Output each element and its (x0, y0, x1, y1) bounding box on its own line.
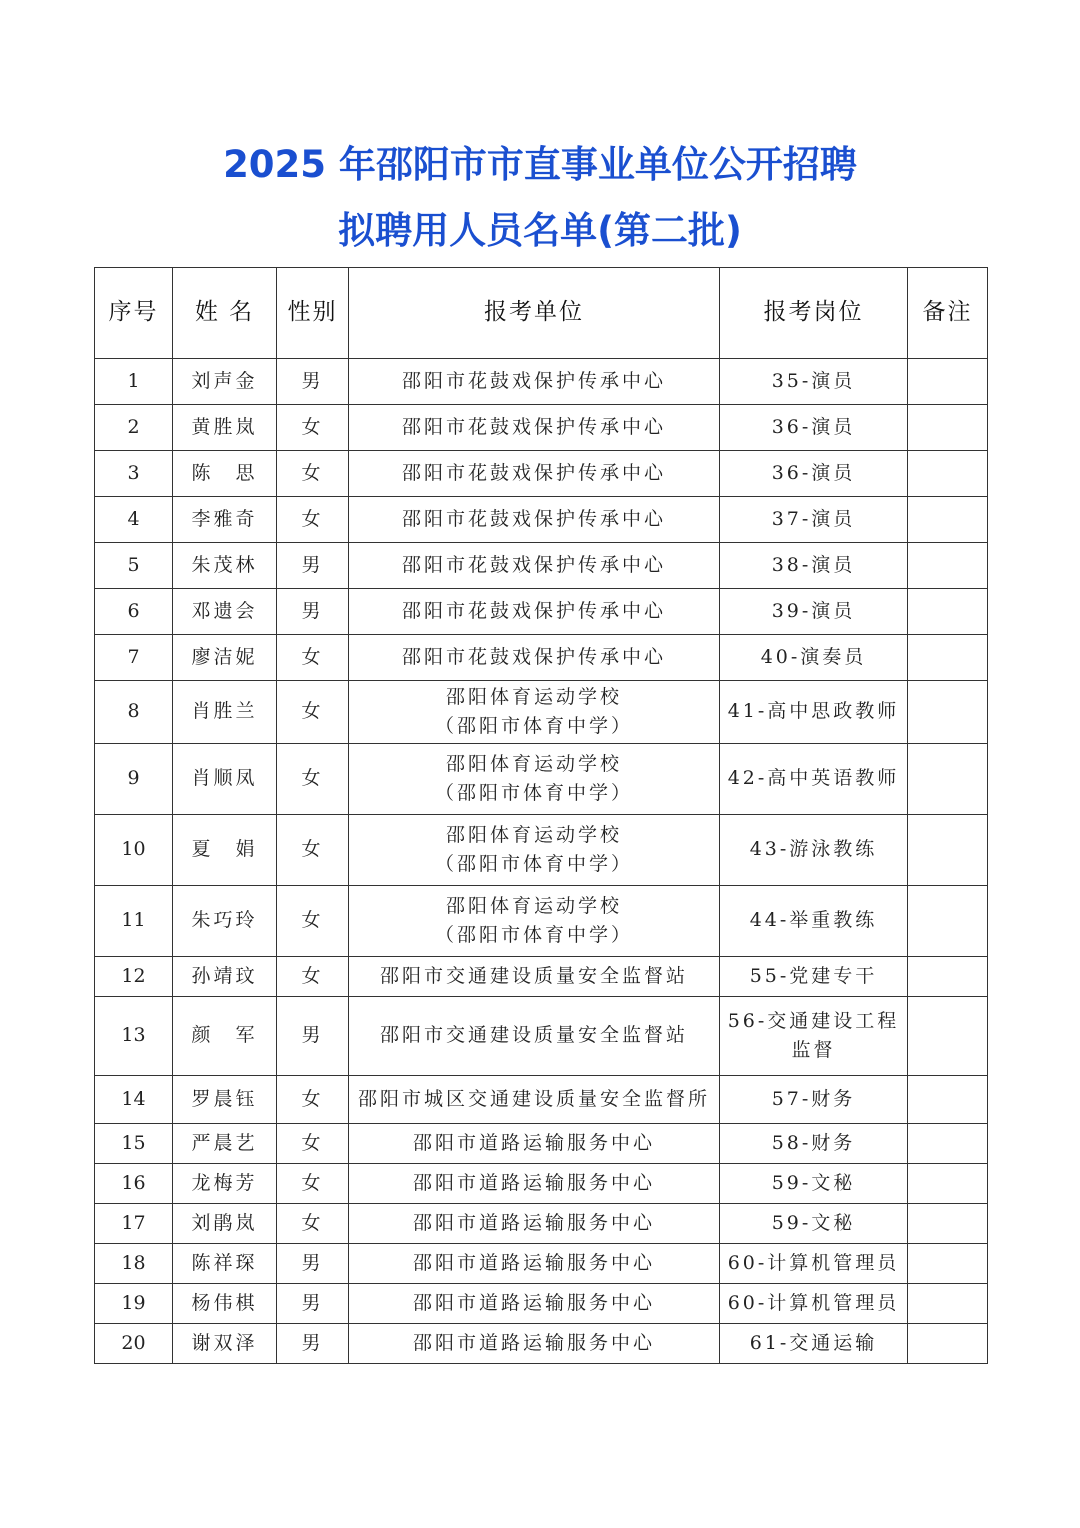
unit-line: 邵阳市花鼓戏保护传承中心 (401, 507, 666, 530)
post-line: 38-演员 (771, 553, 856, 576)
cell-name: 严晨艺 (173, 1124, 277, 1164)
cell-post (720, 543, 908, 589)
document-title-line-1: 2025 年邵阳市市直事业单位公开招聘 (223, 143, 857, 186)
table-row (95, 451, 988, 497)
cell-unit (349, 886, 720, 957)
cell-post (720, 997, 908, 1076)
cell-post (720, 957, 908, 997)
post-line: 60-计算机管理员 (727, 1291, 900, 1314)
cell-seq: 14 (95, 1076, 173, 1124)
table-row (95, 1076, 988, 1124)
post-line: 61-交通运输 (749, 1331, 878, 1354)
cell-name: 龙梅芳 (173, 1164, 277, 1204)
cell-name: 陈 思 (173, 451, 277, 497)
cell-seq: 3 (95, 451, 173, 497)
cell-gender: 女 (277, 744, 349, 815)
table-row (95, 997, 988, 1076)
cell-seq: 8 (95, 681, 173, 744)
unit-subline: （邵阳市体育中学） (434, 715, 633, 737)
cell-name: 肖顺凤 (173, 744, 277, 815)
cell-name: 廖洁妮 (173, 635, 277, 681)
cell-note (908, 359, 988, 405)
cell-seq: 2 (95, 405, 173, 451)
table-row (95, 1244, 988, 1284)
cell-unit (349, 497, 720, 543)
cell-unit (349, 1284, 720, 1324)
post-line: 56-交通建设工程 (727, 1009, 900, 1032)
cell-unit (349, 359, 720, 405)
post-line: 36-演员 (771, 415, 856, 438)
cell-unit (349, 635, 720, 681)
post-line: 37-演员 (771, 507, 856, 530)
post-line: 55-党建专干 (749, 964, 878, 987)
cell-name: 谢双泽 (173, 1324, 277, 1364)
unit-line: 邵阳市交通建设质量安全监督站 (379, 964, 688, 987)
cell-name: 朱茂林 (173, 543, 277, 589)
post-line: 57-财务 (771, 1087, 856, 1110)
table-row (95, 886, 988, 957)
candidate-table (94, 267, 988, 1364)
cell-name: 邓遗会 (173, 589, 277, 635)
cell-note (908, 589, 988, 635)
cell-seq: 9 (95, 744, 173, 815)
cell-note (908, 451, 988, 497)
cell-unit (349, 815, 720, 886)
cell-seq: 17 (95, 1204, 173, 1244)
table-row (95, 589, 988, 635)
cell-seq: 1 (95, 359, 173, 405)
post-line: 44-举重教练 (749, 909, 878, 932)
cell-post (720, 886, 908, 957)
cell-seq: 15 (95, 1124, 173, 1164)
unit-line: 邵阳市花鼓戏保护传承中心 (401, 599, 666, 622)
post-line: 42-高中英语教师 (727, 767, 900, 790)
cell-note (908, 1124, 988, 1164)
unit-line: 邵阳市花鼓戏保护传承中心 (401, 415, 666, 438)
cell-post (720, 815, 908, 886)
cell-gender: 女 (277, 405, 349, 451)
cell-seq: 13 (95, 997, 173, 1076)
cell-note (908, 543, 988, 589)
cell-note (908, 1204, 988, 1244)
cell-post (720, 1164, 908, 1204)
cell-name: 孙靖玟 (173, 957, 277, 997)
post-line: 60-计算机管理员 (727, 1251, 900, 1274)
post-line: 43-游泳教练 (749, 838, 878, 861)
post-line: 36-演员 (771, 461, 856, 484)
cell-gender: 男 (277, 1284, 349, 1324)
table-row (95, 405, 988, 451)
unit-subline: （邵阳市体育中学） (434, 924, 633, 946)
header-name: 姓 名 (173, 268, 277, 359)
unit-line: 邵阳市道路运输服务中心 (412, 1171, 655, 1194)
cell-seq: 4 (95, 497, 173, 543)
cell-post (720, 635, 908, 681)
cell-post (720, 359, 908, 405)
unit-line: 邵阳市道路运输服务中心 (412, 1331, 655, 1354)
cell-gender: 男 (277, 1244, 349, 1284)
cell-seq: 5 (95, 543, 173, 589)
unit-line: 邵阳体育运动学校 (445, 685, 622, 708)
cell-note (908, 497, 988, 543)
cell-gender: 女 (277, 497, 349, 543)
header-post: 报考岗位 (720, 268, 908, 359)
cell-name: 朱巧玲 (173, 886, 277, 957)
unit-line: 邵阳市道路运输服务中心 (412, 1211, 655, 1234)
cell-gender: 男 (277, 1324, 349, 1364)
cell-name: 刘鹃岚 (173, 1204, 277, 1244)
cell-post (720, 405, 908, 451)
cell-unit (349, 1204, 720, 1244)
post-line: 40-演奏员 (760, 645, 867, 668)
cell-name: 颜 军 (173, 997, 277, 1076)
cell-note (908, 635, 988, 681)
table-row (95, 1124, 988, 1164)
cell-post (720, 1076, 908, 1124)
cell-name: 肖胜兰 (173, 681, 277, 744)
table-row (95, 744, 988, 815)
cell-note (908, 997, 988, 1076)
cell-unit (349, 1244, 720, 1284)
cell-unit (349, 543, 720, 589)
unit-line: 邵阳体育运动学校 (445, 752, 622, 775)
post-line: 39-演员 (771, 599, 856, 622)
cell-gender: 男 (277, 543, 349, 589)
cell-post (720, 497, 908, 543)
cell-unit (349, 744, 720, 815)
cell-note (908, 1244, 988, 1284)
unit-line: 邵阳体育运动学校 (445, 823, 622, 846)
table-row (95, 815, 988, 886)
cell-unit (349, 997, 720, 1076)
unit-line: 邵阳市交通建设质量安全监督站 (379, 1024, 688, 1047)
table-row (95, 1284, 988, 1324)
cell-seq: 10 (95, 815, 173, 886)
cell-unit (349, 1076, 720, 1124)
cell-gender: 女 (277, 681, 349, 744)
document-title-line-2: 拟聘用人员名单(第二批) (338, 209, 742, 252)
header-seq: 序号 (95, 268, 173, 359)
cell-note (908, 1284, 988, 1324)
cell-name: 刘声金 (173, 359, 277, 405)
unit-line: 邵阳市道路运输服务中心 (412, 1251, 655, 1274)
cell-gender: 男 (277, 589, 349, 635)
cell-name: 夏 娟 (173, 815, 277, 886)
table-row (95, 497, 988, 543)
cell-seq: 16 (95, 1164, 173, 1204)
cell-gender: 女 (277, 1076, 349, 1124)
cell-note (908, 1324, 988, 1364)
cell-post (720, 1244, 908, 1284)
cell-seq: 20 (95, 1324, 173, 1364)
cell-name: 罗晨钰 (173, 1076, 277, 1124)
header-gender: 性别 (277, 268, 349, 359)
unit-line: 邵阳市花鼓戏保护传承中心 (401, 369, 666, 392)
table-row (95, 681, 988, 744)
unit-line: 邵阳市道路运输服务中心 (412, 1291, 655, 1314)
cell-note (908, 405, 988, 451)
cell-seq: 7 (95, 635, 173, 681)
unit-line: 邵阳市道路运输服务中心 (412, 1131, 655, 1154)
cell-post (720, 1284, 908, 1324)
cell-unit (349, 957, 720, 997)
cell-seq: 18 (95, 1244, 173, 1284)
cell-note (908, 681, 988, 744)
unit-line: 邵阳市花鼓戏保护传承中心 (401, 553, 666, 576)
table-row (95, 359, 988, 405)
cell-seq: 6 (95, 589, 173, 635)
post-line: 58-财务 (771, 1131, 856, 1154)
cell-gender: 女 (277, 1164, 349, 1204)
cell-seq: 11 (95, 886, 173, 957)
header-unit: 报考单位 (349, 268, 720, 359)
cell-unit (349, 1164, 720, 1204)
unit-subline: （邵阳市体育中学） (434, 782, 633, 804)
table-row (95, 635, 988, 681)
cell-post (720, 451, 908, 497)
cell-post (720, 1124, 908, 1164)
table-row (95, 543, 988, 589)
cell-gender: 女 (277, 1124, 349, 1164)
cell-gender: 男 (277, 359, 349, 405)
unit-subline: （邵阳市体育中学） (434, 853, 633, 875)
table-row (95, 1324, 988, 1364)
cell-unit (349, 451, 720, 497)
cell-gender: 男 (277, 997, 349, 1076)
cell-unit (349, 589, 720, 635)
post-line: 59-文秘 (771, 1171, 856, 1194)
cell-note (908, 744, 988, 815)
cell-gender: 女 (277, 815, 349, 886)
unit-line: 邵阳市城区交通建设质量安全监督所 (357, 1087, 710, 1110)
cell-unit (349, 405, 720, 451)
cell-gender: 女 (277, 886, 349, 957)
cell-gender: 女 (277, 451, 349, 497)
cell-gender: 女 (277, 1204, 349, 1244)
cell-seq: 12 (95, 957, 173, 997)
table-header-row (95, 268, 988, 359)
cell-note (908, 1164, 988, 1204)
post-line: 35-演员 (771, 369, 856, 392)
cell-post (720, 1204, 908, 1244)
cell-seq: 19 (95, 1284, 173, 1324)
unit-line: 邵阳体育运动学校 (445, 894, 622, 917)
unit-line: 邵阳市花鼓戏保护传承中心 (401, 645, 666, 668)
cell-gender: 女 (277, 635, 349, 681)
cell-unit (349, 1124, 720, 1164)
post-line: 41-高中思政教师 (727, 700, 900, 723)
cell-unit (349, 1324, 720, 1364)
cell-note (908, 957, 988, 997)
post-line: 59-文秘 (771, 1211, 856, 1234)
cell-unit (349, 681, 720, 744)
cell-post (720, 744, 908, 815)
table-row (95, 1204, 988, 1244)
header-note: 备注 (908, 268, 988, 359)
post-subline: 监督 (791, 1039, 836, 1061)
cell-note (908, 886, 988, 957)
unit-line: 邵阳市花鼓戏保护传承中心 (401, 461, 666, 484)
cell-note (908, 1076, 988, 1124)
table-row (95, 1164, 988, 1204)
table-row (95, 957, 988, 997)
cell-name: 陈祥琛 (173, 1244, 277, 1284)
cell-gender: 女 (277, 957, 349, 997)
cell-post (720, 1324, 908, 1364)
cell-name: 杨伟棋 (173, 1284, 277, 1324)
cell-post (720, 681, 908, 744)
cell-name: 李雅奇 (173, 497, 277, 543)
cell-name: 黄胜岚 (173, 405, 277, 451)
cell-post (720, 589, 908, 635)
cell-note (908, 815, 988, 886)
